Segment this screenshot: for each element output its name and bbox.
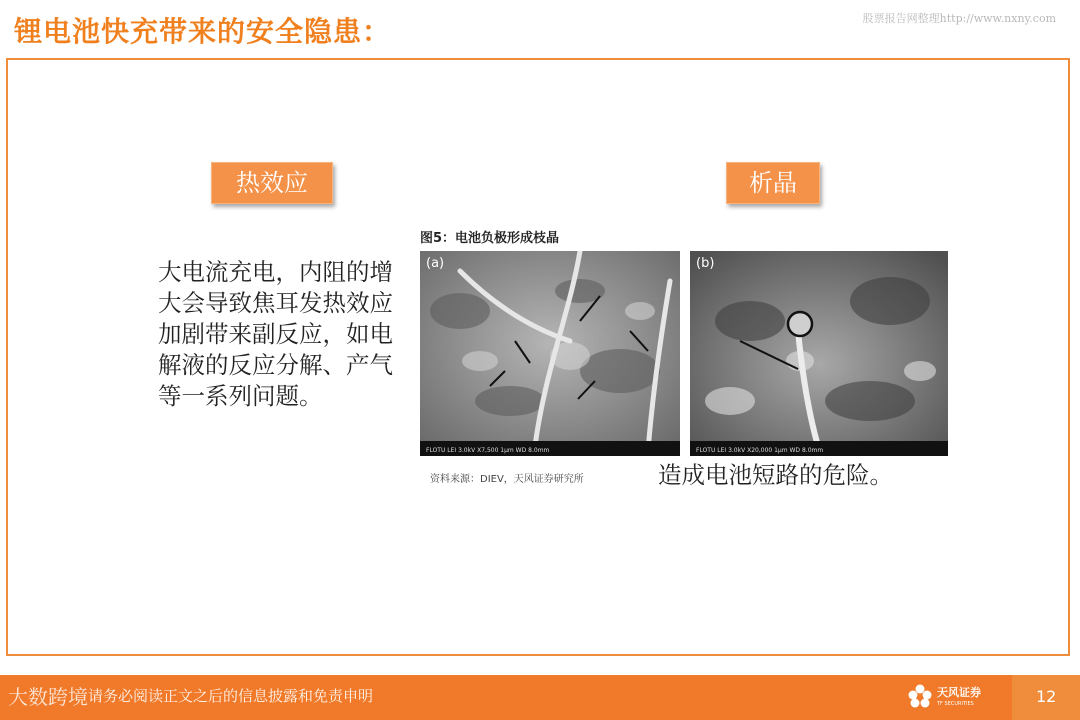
disclaimer-text: 请务必阅读正文之后的信息披露和免责申明 bbox=[88, 687, 374, 705]
company-name: 天风证券 bbox=[937, 686, 981, 699]
sem-image-panel-b bbox=[690, 251, 948, 456]
sem-texture-a bbox=[420, 251, 680, 456]
sem-texture-b bbox=[690, 251, 948, 456]
page-title: 锂电池快充带来的安全隐患： bbox=[14, 15, 392, 48]
overlay-watermark: 大数跨境 bbox=[8, 685, 88, 709]
footer-bar bbox=[0, 675, 1080, 720]
figure-source: 资料来源：DIEV，天风证券研究所 bbox=[430, 474, 584, 485]
thermal-effect-tag: 热效应 bbox=[211, 162, 333, 204]
company-logo bbox=[907, 680, 997, 716]
sem-image-panel-a bbox=[420, 251, 680, 456]
thermal-effect-description: 大电流充电，内阻的增大会导致焦耳发热效应加剧带来副反应，如电解液的反应分解、产气等一系列问题。 bbox=[158, 258, 393, 410]
svg-text:FLOTU LEI 3.0kV X7,50: FLOTU LEI 3.0kV X7,500 1μm WD 8.0mm bbox=[426, 447, 550, 454]
panel-a-label: (a) bbox=[426, 256, 445, 271]
company-name-en: TF SECURITIES bbox=[937, 701, 974, 707]
watermark-text: 股票报告网整理http://www.nxny.com bbox=[862, 12, 1056, 25]
flower-logo-icon bbox=[907, 683, 933, 713]
svg-text:FLOTU LEI 3.0kV X20,0: FLOTU LEI 3.0kV X20,000 1μm WD 8.0mm bbox=[696, 447, 824, 454]
page-number: 12 bbox=[1036, 687, 1057, 706]
dendrite-description: 造成电池短路的危险。 bbox=[658, 461, 893, 489]
dendrite-tag: 析晶 bbox=[726, 162, 820, 204]
figure-caption: 图5：电池负极形成枝晶 bbox=[420, 231, 560, 246]
panel-b-label: (b) bbox=[696, 256, 715, 271]
